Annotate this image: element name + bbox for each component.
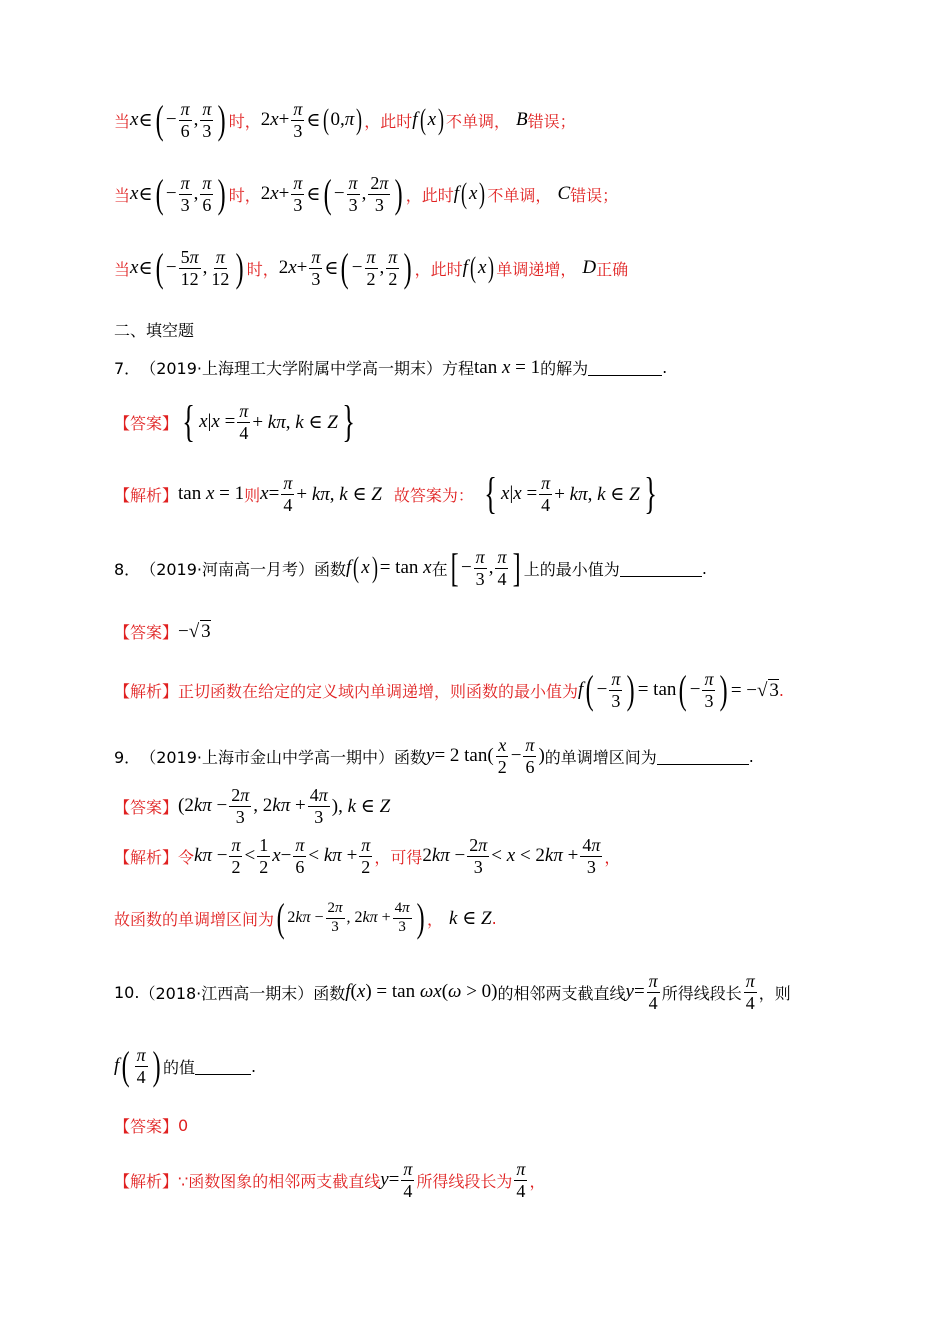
case-prefix: 当 <box>114 259 131 279</box>
question-stem-mid: 的相邻两支截直线 <box>497 983 626 1003</box>
analysis-text: 正切函数在给定的定义域内单调递增，则函数的最小值为 <box>178 681 579 701</box>
answer-blank[interactable] <box>588 359 662 376</box>
case-conclusion: 不单调， <box>487 185 552 205</box>
answer-value: 0 <box>178 1116 189 1135</box>
answer-blank[interactable] <box>195 1058 251 1075</box>
question-stem: 的解为 <box>540 359 589 378</box>
question-source: （2019·河南高一月考）函数 <box>140 559 346 579</box>
analysis-8: 【解析】 正切函数在给定的定义域内单调递增，则函数的最小值为 f ( − $\frac{\pi}{3}$ ) = tan ( − $\frac{\pi}{3}$ ) = −√ 3 . <box>114 667 785 713</box>
question-stem-len: 所得线段长 <box>661 983 742 1003</box>
analysis-get: ，可得 <box>374 847 423 867</box>
question-stem: 上的最小值为 <box>523 559 620 579</box>
question-number: 7． <box>114 359 141 378</box>
question-9: 9． （2019·上海市金山中学高一期中）函数 y = 2 tan( $\frac{x}{2}$ − $\frac{\pi}{6}$ ) 的单调增区间为 . <box>114 735 754 777</box>
analysis-case-d: 当 x ∈ ( − $\frac{5\pi}{12}$ , $\frac{\pi}{12}$ ) 时， 2x+ $\frac{\pi}{3}$ ∈ ( − $\frac{\pi}{2}$ , $\frac{\pi}{2}$ ) ，此时 f ( x ) 单调递增， D 正确 <box>114 245 629 291</box>
case-verdict: 错误； <box>570 185 619 205</box>
case-prefix: 当 <box>114 111 131 131</box>
case-interval-text: 时， <box>246 259 279 279</box>
analysis-9: 【解析】 令 kπ − $\frac{\pi}{2}$ < $\frac{1}{2}$ x − $\frac{\pi}{6}$ < kπ + $\frac{\pi}{2}$ ，可得 2kπ − $\frac{2\pi}{3}$ < x < 2kπ + $\frac{4\pi}{3}$ ， <box>114 835 621 877</box>
question-stem: 的单调增区间为 <box>544 747 657 767</box>
analysis-tag: 【解析】 <box>114 681 179 701</box>
analysis-then: 则 <box>244 485 261 505</box>
question-stem-in: 在 <box>431 559 448 579</box>
analysis-case-c: 当 x ∈ ( − $\frac{\pi}{3}$ , $\frac{\pi}{6}$ ) 时， 2x+ $\frac{\pi}{3}$ ∈ ( − $\frac{\pi}{3}$ , $\frac{2\pi}{3}$ ) ，此时 f ( x ) 不单调， C 错误； <box>114 171 619 217</box>
answer-10 <box>114 1114 188 1137</box>
question-number: 9． <box>114 747 141 767</box>
analysis-because: ∵函数图象的相邻两支截直线 <box>178 1171 381 1191</box>
case-conclusion: 不单调， <box>446 111 511 131</box>
question-number: 10. <box>114 982 140 1002</box>
answer-tag: 【答案】 <box>114 1117 179 1136</box>
answer-blank[interactable] <box>620 560 702 577</box>
analysis-hence: 故答案为： <box>393 485 474 505</box>
case-option: D <box>582 257 597 279</box>
question-source: （2019·上海市金山中学高一期中）函数 <box>140 747 426 767</box>
answer-blank[interactable] <box>657 748 749 765</box>
answer-9: 【答案】 (2kπ − $\frac{2\pi}{3}$ , 2kπ + $\frac{4\pi}{3}$ ), k ∈ Z <box>114 785 391 827</box>
analysis-case-b: 当 x ∈ ( − $\frac{\pi}{6}$ , $\frac{\pi}{3}$ ) 时， 2x+ $\frac{\pi}{3}$ ∈ ( 0,π ) ，此时 f ( x ) 不单调， B 错误； <box>114 97 576 143</box>
case-option: B <box>516 109 528 131</box>
question-10: 10. （2018·江西高一期末）函数 f(x) = tan ωx(ω > 0) 的相邻两支截直线 y = $\frac{\pi}{4}$ 所得线段长 $\frac{\pi}{4}$ ，则 <box>114 971 791 1013</box>
analysis-10: 【解析】 ∵函数图象的相邻两支截直线 y = $\frac{\pi}{4}$ 所得线段长为 $\frac{\pi}{4}$ ， <box>114 1159 546 1201</box>
question-10-line2: f ( $\frac{\pi}{4}$ ) 的值 . <box>114 1043 257 1089</box>
answer-tag: 【答案】 <box>114 413 179 433</box>
analysis-tag: 【解析】 <box>114 485 179 505</box>
analysis-9-line2: 故函数的单调增区间为 ( 2kπ − $\frac{2\pi}{3}$ , 2kπ + $\frac{4\pi}{3}$ ) ， k ∈ Z . <box>114 895 497 940</box>
analysis-len: 所得线段长为 <box>416 1171 513 1191</box>
question-source: （2018·江西高一期末）函数 <box>139 983 346 1003</box>
case-prefix: 当 <box>114 185 131 205</box>
question-stem-value: 的值 <box>162 1057 195 1077</box>
case-verdict: 正确 <box>596 259 629 279</box>
analysis-7: 【解析】 tan x = 1 则 x = $\frac{\pi}{4}$ + kπ, k ∈ Z 故答案为： { x|x = $\frac{\pi}{4}$ + kπ, k ∈ Z } <box>114 469 657 518</box>
case-mapped-text: ，此时 <box>414 259 463 279</box>
analysis-let: 令 <box>178 847 195 867</box>
answer-8: 【答案】 −√ 3 <box>114 621 211 642</box>
analysis-tag: 【解析】 <box>114 847 179 867</box>
question-source: （2019·上海理工大学附属中学高一期末）方程 <box>140 359 474 378</box>
answer-tag: 【答案】 <box>114 797 179 817</box>
case-mapped-text: ，此时 <box>364 111 413 131</box>
question-number: 8． <box>114 559 141 579</box>
case-mapped-text: ，此时 <box>405 185 454 205</box>
section-title <box>114 318 194 341</box>
case-option: C <box>557 183 571 205</box>
case-verdict: 错误； <box>527 111 576 131</box>
answer-7: 【答案】 { x|x = $\frac{\pi}{4}$ + kπ, k ∈ Z } <box>114 397 355 446</box>
case-conclusion: 单调递增， <box>496 259 577 279</box>
case-interval-text: 时， <box>228 185 261 205</box>
question-8: 8． （2019·河南高一月考）函数 f ( x ) = tan x 在 [ − $\frac{\pi}{3}$ , $\frac{\pi}{4}$ ] 上的最小值为 . <box>114 545 707 591</box>
case-interval-text: 时， <box>228 111 261 131</box>
question-7: 7． （2019·上海理工大学附属中学高一期末）方程 tan x = 1 的解为 . <box>114 356 668 378</box>
answer-tag: 【答案】 <box>114 623 179 642</box>
analysis-line2: 故函数的单调增区间为 <box>114 909 275 929</box>
question-stem-then: ，则 <box>758 983 791 1003</box>
analysis-tag: 【解析】 <box>114 1171 179 1191</box>
section-title-text: 二、填空题 <box>114 321 195 340</box>
